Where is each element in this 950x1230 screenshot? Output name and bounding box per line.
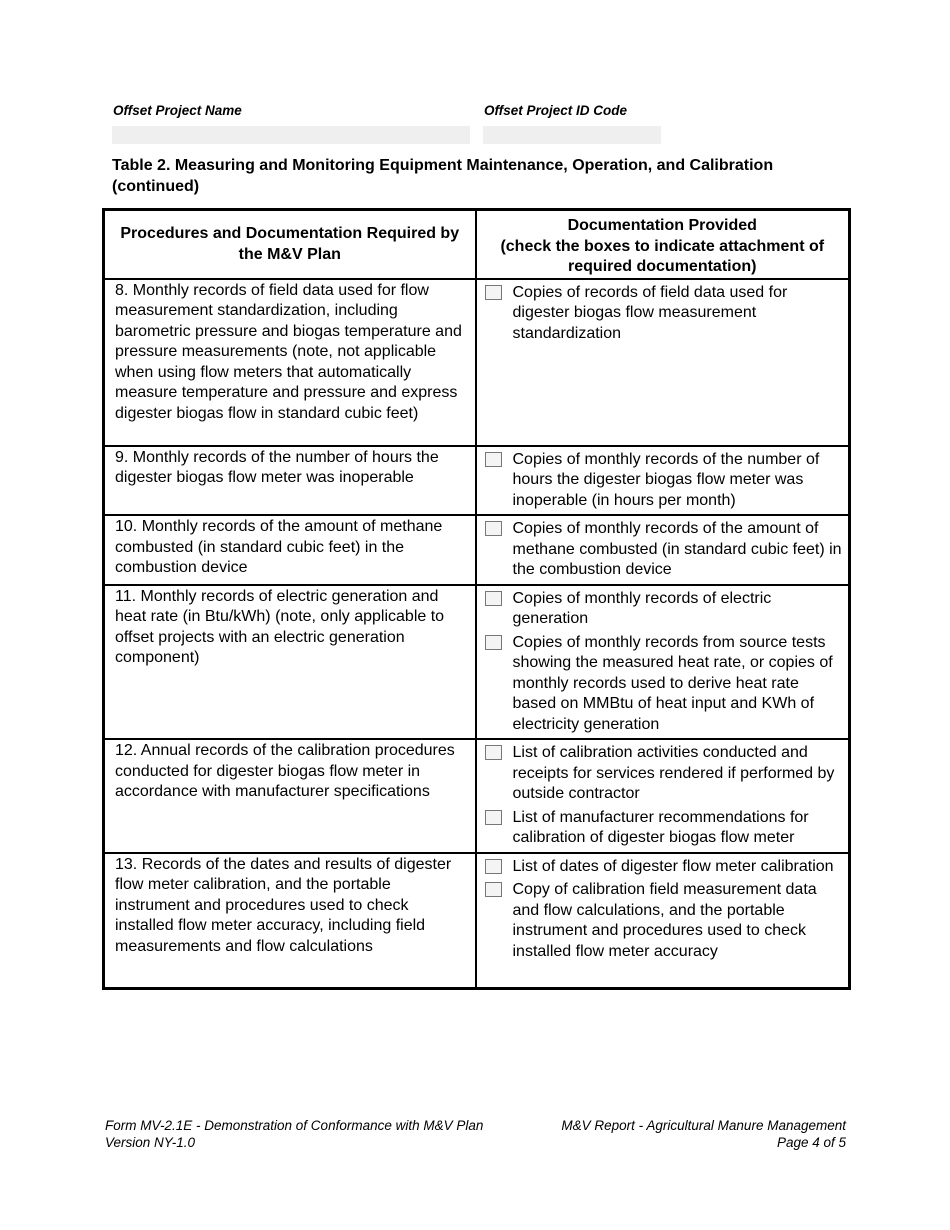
doc-item: [483, 589, 843, 630]
doc-item-label: Copies of monthly records of electric generation: [512, 589, 772, 627]
col-header-procedures: Procedures and Documentation Required by the M&V Plan: [104, 210, 476, 279]
table-row: [104, 853, 850, 989]
project-id-label: Offset Project ID Code: [484, 103, 628, 118]
procedure-cell: 9. Monthly records of the number of hours the digester biogas flow meter was inoperable: [104, 446, 476, 516]
documentation-cell: [476, 515, 850, 585]
project-id-field[interactable]: [483, 126, 661, 144]
doc-item-label: List of manufacturer recommendations for calibration of digester biogas flow meter: [512, 808, 809, 846]
doc-item: [483, 880, 843, 962]
doc-item-label: Copies of monthly records of the number of hours the digester biogas flow meter was inoperable (in hours per month): [512, 450, 820, 509]
footer-page-number: Page 4 of 5: [776, 1135, 846, 1150]
documentation-cell: [476, 739, 850, 853]
table-title: Table 2. Measuring and Monitoring Equipment Maintenance, Operation, and Calibration (continued): [112, 157, 774, 195]
footer-version: Version NY-1.0: [105, 1135, 196, 1150]
attachment-checkbox[interactable]: [485, 882, 502, 897]
footer-report-name: M&V Report - Agricultural Manure Management: [561, 1118, 846, 1133]
project-name-field[interactable]: [112, 126, 470, 144]
attachment-checkbox[interactable]: [485, 591, 502, 606]
table-row: [104, 739, 850, 853]
procedure-cell: 11. Monthly records of electric generation and heat rate (in Btu/kWh) (note, only applicable to offset projects with an electric generation component): [104, 585, 476, 740]
doc-item: [483, 857, 843, 878]
documentation-cell: [476, 446, 850, 516]
attachment-checkbox[interactable]: [485, 810, 502, 825]
footer-left: [105, 1117, 483, 1151]
documentation-cell: [476, 279, 850, 446]
documentation-cell: [476, 853, 850, 989]
doc-item: [483, 450, 843, 512]
col-header-documentation-line1: Documentation Provided: [567, 217, 757, 234]
table-row: [104, 446, 850, 516]
doc-item-label: Copies of monthly records from source tests showing the measured heat rate, or copies of monthly records used to derive heat rate based on MMBtu of heat input and KWh of electricity generation: [512, 633, 833, 733]
attachment-checkbox[interactable]: [485, 452, 502, 467]
doc-item: [483, 808, 843, 849]
attachment-checkbox[interactable]: [485, 521, 502, 536]
doc-item-label: List of calibration activities conducted and receipts for services rendered if performed by outside contractor: [512, 744, 835, 802]
procedure-cell: 10. Monthly records of the amount of methane combusted (in standard cubic feet) in the combustion device: [104, 515, 476, 585]
table-row: [104, 585, 850, 740]
col-header-documentation-line2: (check the boxes to indicate attachment of required documentation): [500, 237, 825, 275]
table-row: [104, 279, 850, 446]
documentation-table: [102, 208, 851, 990]
doc-item: [483, 633, 843, 736]
doc-item-label: Copies of records of field data used for digester biogas flow measurement standardization: [512, 283, 788, 342]
attachment-checkbox[interactable]: [485, 859, 502, 874]
table-row: [104, 515, 850, 585]
project-name-label: Offset Project Name: [113, 103, 242, 118]
procedure-cell: 8. Monthly records of field data used for flow measurement standardization, including barometric pressure and biogas temperature and pressure measurements (note, not applicable when using flow meters that automatically measure temperature and pressure and express digester biogas flow in standard cubic feet): [104, 279, 476, 446]
footer-right: [561, 1117, 846, 1151]
procedure-cell: 13. Records of the dates and results of digester flow meter calibration, and the portable instrument and procedures used to check installed flow meter accuracy, including field measurements and flow calculations: [104, 853, 476, 989]
documentation-cell: [476, 585, 850, 740]
doc-item: [483, 743, 843, 805]
attachment-checkbox[interactable]: [485, 635, 502, 650]
doc-item-label: List of dates of digester flow meter calibration: [512, 857, 834, 875]
doc-item: [483, 283, 843, 345]
doc-item-label: Copies of monthly records of the amount of methane combusted (in standard cubic feet) in the combustion device: [512, 520, 842, 578]
footer-form-name: Form MV-2.1E - Demonstration of Conformance with M&V Plan: [105, 1118, 484, 1133]
attachment-checkbox[interactable]: [485, 745, 502, 760]
doc-item-label: Copy of calibration field measurement data and flow calculations, and the portable instrument and procedures used to check installed flow meter accuracy: [512, 881, 817, 960]
attachment-checkbox[interactable]: [485, 285, 502, 300]
procedure-cell: 12. Annual records of the calibration procedures conducted for digester biogas flow meter in accordance with manufacturer specifications: [104, 739, 476, 853]
col-header-documentation: [476, 210, 850, 279]
doc-item: [483, 519, 843, 581]
